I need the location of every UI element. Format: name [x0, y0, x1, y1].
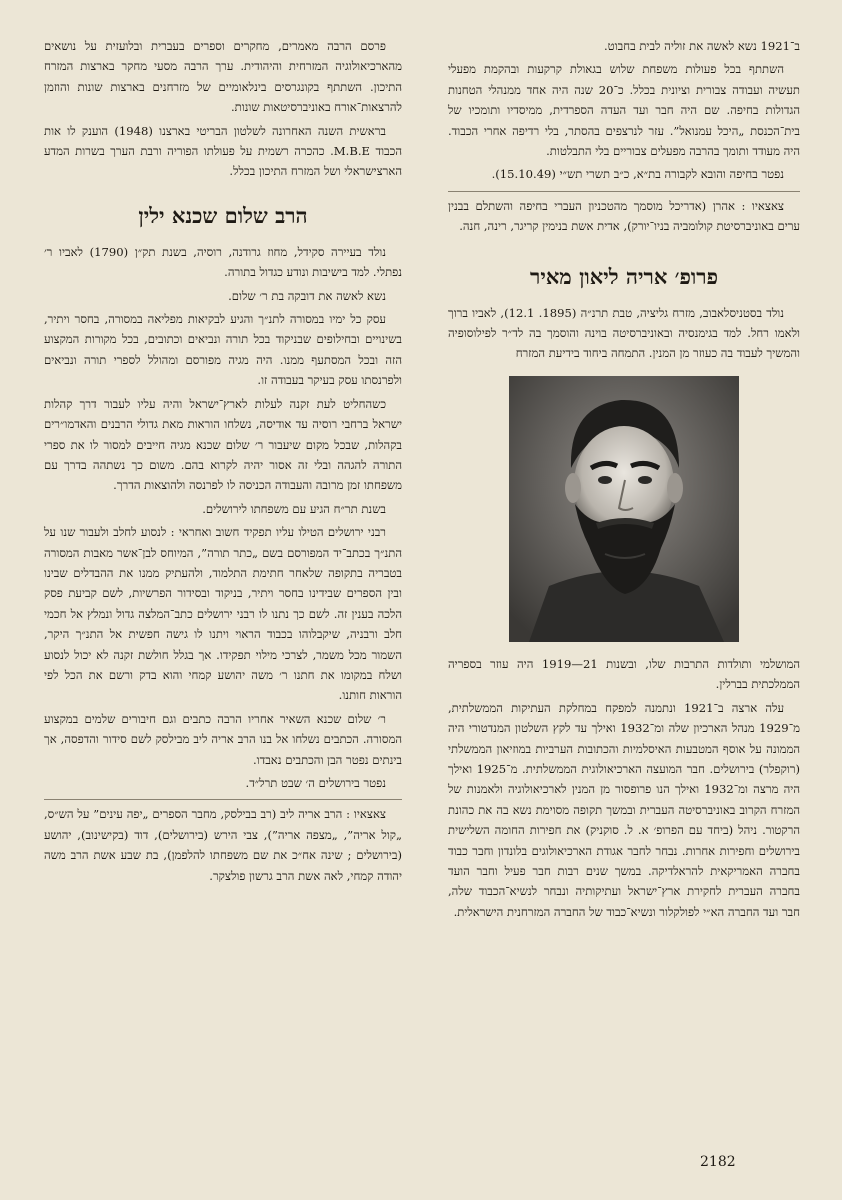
prev-entry-death-paragraph: נפטר בחיפה והובא לקבורה בת״א, כ״ב תשרי תש״י (15.10.49).: [491, 167, 784, 182]
meir-publications-paragraph: פרסם הרבה מאמרים, מחקרים וספרים בעברית ובלועזית על נושאים מהארכיאולוגיה המזרחית והיהודית. ערך הרבה מסעי מחקר בארצות המזרח התיכון. השתתף בקונגרסים בינלאומיים של מזרחנים בארצות שונות והוזמן להרצאות־אורח באוניברסיטאות שונות.: [44, 39, 402, 115]
prev-entry-descendants: צאצאיו : אהרן (אדריכל מוסמך מהטכניון העברי בחיפה והשתלם בבנין ערים באוניברסיטת קולומביה בניו־יורק), אדית אשת בנימין קריגר, רינה, חנה.: [448, 191, 800, 237]
portrait-photo: [509, 376, 739, 642]
page-number: 2182: [700, 1154, 736, 1170]
prev-entry-paragraph-2: השתתף בכל פעולות משפחת שלוש בגאולת קרקעות ובהקמת מפעלי תעשיה ועבודה צבורית וציונית בכלל. כ־20 שנה היה אחד ממנהלי הטחנות הגדולות בחיפה. שם היה חבר ועד העדה הספרדית, ממיסדיו ותומכיו של בית־הכנסת „היכל עמנואל”. עזר לנרצפים בהסתר, בלי רדיפה אחרי הכבוד. היה מעודד ותומך בהרבה מפעלים צבוריים בלי התבלטות.: [448, 62, 800, 159]
left-column: [44, 36, 402, 889]
meir-birth-paragraph: נולד בסטניסלאבוב, מזרח גליציה, טבת תרנ״ה (1895. 12.1), לאביו ברוך ולאמו רחל. למד בגימנסיה ובאוניברסיטה בוינה והוסמך בה לד״ר לפילוסופיה והמשיך לעבוד בה כעוזר מן המנין. התמחה ביחוד בידיעת המזרח: [448, 305, 800, 361]
yellin-aliyah-paragraph: כשהחליט לעת זקנה לעלות לארץ־ישראל והיה עליו לעבור דרך קהלות ישראל ברחבי רוסיה עד אודיסה, נשלחו הוראות מאת גדולי הרבנים והאדמו״רים בקהלות, שבכל מקום שיעבור ר׳ שלום שכנא מגיה חייבים למסור לו את ספרי התורה להגהה ובלי זה אסור יהיה לקרוא בהם. משום כך נשתהה בדרך עם משפחתו זמן מרובה והעבודה הכניסה לו לפרנסה ולהוצאות הדרך.: [44, 396, 402, 493]
yellin-keter-paragraph: רבני ירושלים הטילו עליו תפקיד חשוב ואחראי : לנסוע לחלב ולעבור שנו על התנ״ך בכתב־יד המפורסם בשם „כתר תורה”, המיוחס לבן־אשר מאבות המסורה בטבריה בתקופה שלאחר חתימת התלמוד, ולהעתיק ממנו את ההבדלים שבינו ובין הספרים שבידינו בחסר ויתיר, בניקוד ובסידור הפרשיות, לשם קביעת פסק הלכה בענין זה. לשם כך נתנו לו רבני ירושלים כתב־המלצה גדול ונמלץ אל חכמי חלב ורבניה, שיקבלוהו בכבוד הראוי ויתנו לו גישה חפשית אל התנ״ך היקר, השמור מכל משמר, לצרכי מילוי תפקידו. אך בגלל חולשת זקנה לא יכול לנסוע ושלח במקומו את חתנו ר׳ משה יהושע קמחי והוא בדק ורשם את הכל לפי הוראות חותנו.: [44, 525, 402, 703]
yellin-masorah-paragraph: עסק כל ימיו במסורה לתנ״ך והגיע לבקיאות מפליאה במסורה, בחסר ויתיר, בשינויים ובחילופים שבניקוד בכל תורה ונביאים וכתובים, בכל מקורות המקצוע הזה ובכל המסתעף ממנו. היה מגיה מפורסם ומהולל לספרי תורה ונביאים ולפרנסתו עסק בעיקר בעבודה זו.: [44, 312, 402, 388]
meir-honor-paragraph: בראשית השנה האחרונה לשלטון הבריטי בארצנו (1948) הוענק לו אות הכבוד M.B.E. כהכרה רשמית על פעולתו הפוריה ורבת הערך בשרות המדע הארצישראלי ושל המזרח התיכון בכלל.: [44, 123, 402, 179]
right-column: [448, 36, 800, 925]
yellin-writings-paragraph: ר׳ שלום שכנא השאיר אחריו הרבה כתבים וגם חיבורים שלמים במקצוע המסורה. הכתבים נשלחו אל בנו הרב אריה ליב מבילסק לשם סידור והדפסה, אך בינתים נפטר הבן והכתבים נאבדו.: [44, 711, 402, 767]
yellin-arrival-paragraph: בשנת תר״ח הגיע עם משפחתו לירושלים.: [202, 501, 386, 516]
meir-paragraph-3: עלה ארצה ב־1921 ונתמנה למפקח במחלקת העתיקות הממשלתית, מ־1929 מנהל הארכיון שלה ומ־1932 ואילך עד לקץ השלטון המנדטורי היה הממונה על אוסף המטבעות האיסלמיות והכתובות הערביות במוזיאון הממשלתי (רוקפלר) בירושלים. חבר המועצה הארכיאולוגית הממשלתית. מ־1925 ואילך היה מרצה ומ־1932 ואילך הנו פרופסור מן המנין לארכיאולוגיה ולאמנות של המזרח הקרוב באוניברסיטה העברית ובמשך תקופה מסוימת נשא בה את כהונת הרקטור. ניהל (ביחד עם הפרופ׳ א. ל. סוקניק) את חפירות החומה השלישית בירושלים וחפירות אחרות. נבחר לחבר אגודת הארכיאולוגים בלונדון וחבר כבוד בחברה האמריקאית להראלדיקה. במשך שנים רבות חבר פעיל וחבר הועד בחברה העברית לחקירת ארץ־ישראל ועתיקותיה ונבחר לנשיא־הכבוד שלה, חבר ועד החברה הא״י לפולקלור ונשיא־כבוד של החברה המזרחנית הישראלית.: [448, 700, 800, 919]
yellin-marriage-paragraph: נשא לאשה את דובקה בת ר׳ שלום.: [228, 288, 386, 303]
yellin-descendants: צאצאיו : הרב אריה ליב (רב בבילסק, מחבר הספרים „יפה עינים” על הש״ס, „קול אריה”, „מצפה אריה”), צבי הירש (בירושלים), דוד (בקישינוב), יהושע (בירושלים ; שינה אח״כ את שם משפחתו להלפמן), בת שבע אשת הרב משה יהודה קמחי, לאה אשת הרב גרשון פולצקר.: [44, 799, 402, 886]
prev-entry-paragraph-1: ב־1921 נשא לאשה את זוליה לבית בחבוט.: [603, 39, 800, 53]
meir-paragraph-2: המושלמי ותולדות התרבות שלו, ובשנות 21—1919 היה עוזר בספריה הממלכתית בברלין.: [448, 656, 800, 692]
entry-heading-yellin: הרב שלום שכנא ילין: [138, 202, 308, 228]
portrait-illustration: [509, 376, 739, 642]
entry-heading-meir: פרופ׳ אריה ליאון מאיר: [530, 263, 718, 289]
yellin-death-paragraph: נפטר בירושלים ה׳ שבט תרל״ד.: [245, 776, 386, 790]
yellin-birth-paragraph: נולד בעיירה סקידל, מחוז גרודנה, רוסיה, בשנת תק״ן (1790) לאביו ר׳ נפתלי. למד בישיבות ונודע כגדול בתורה.: [44, 244, 402, 280]
